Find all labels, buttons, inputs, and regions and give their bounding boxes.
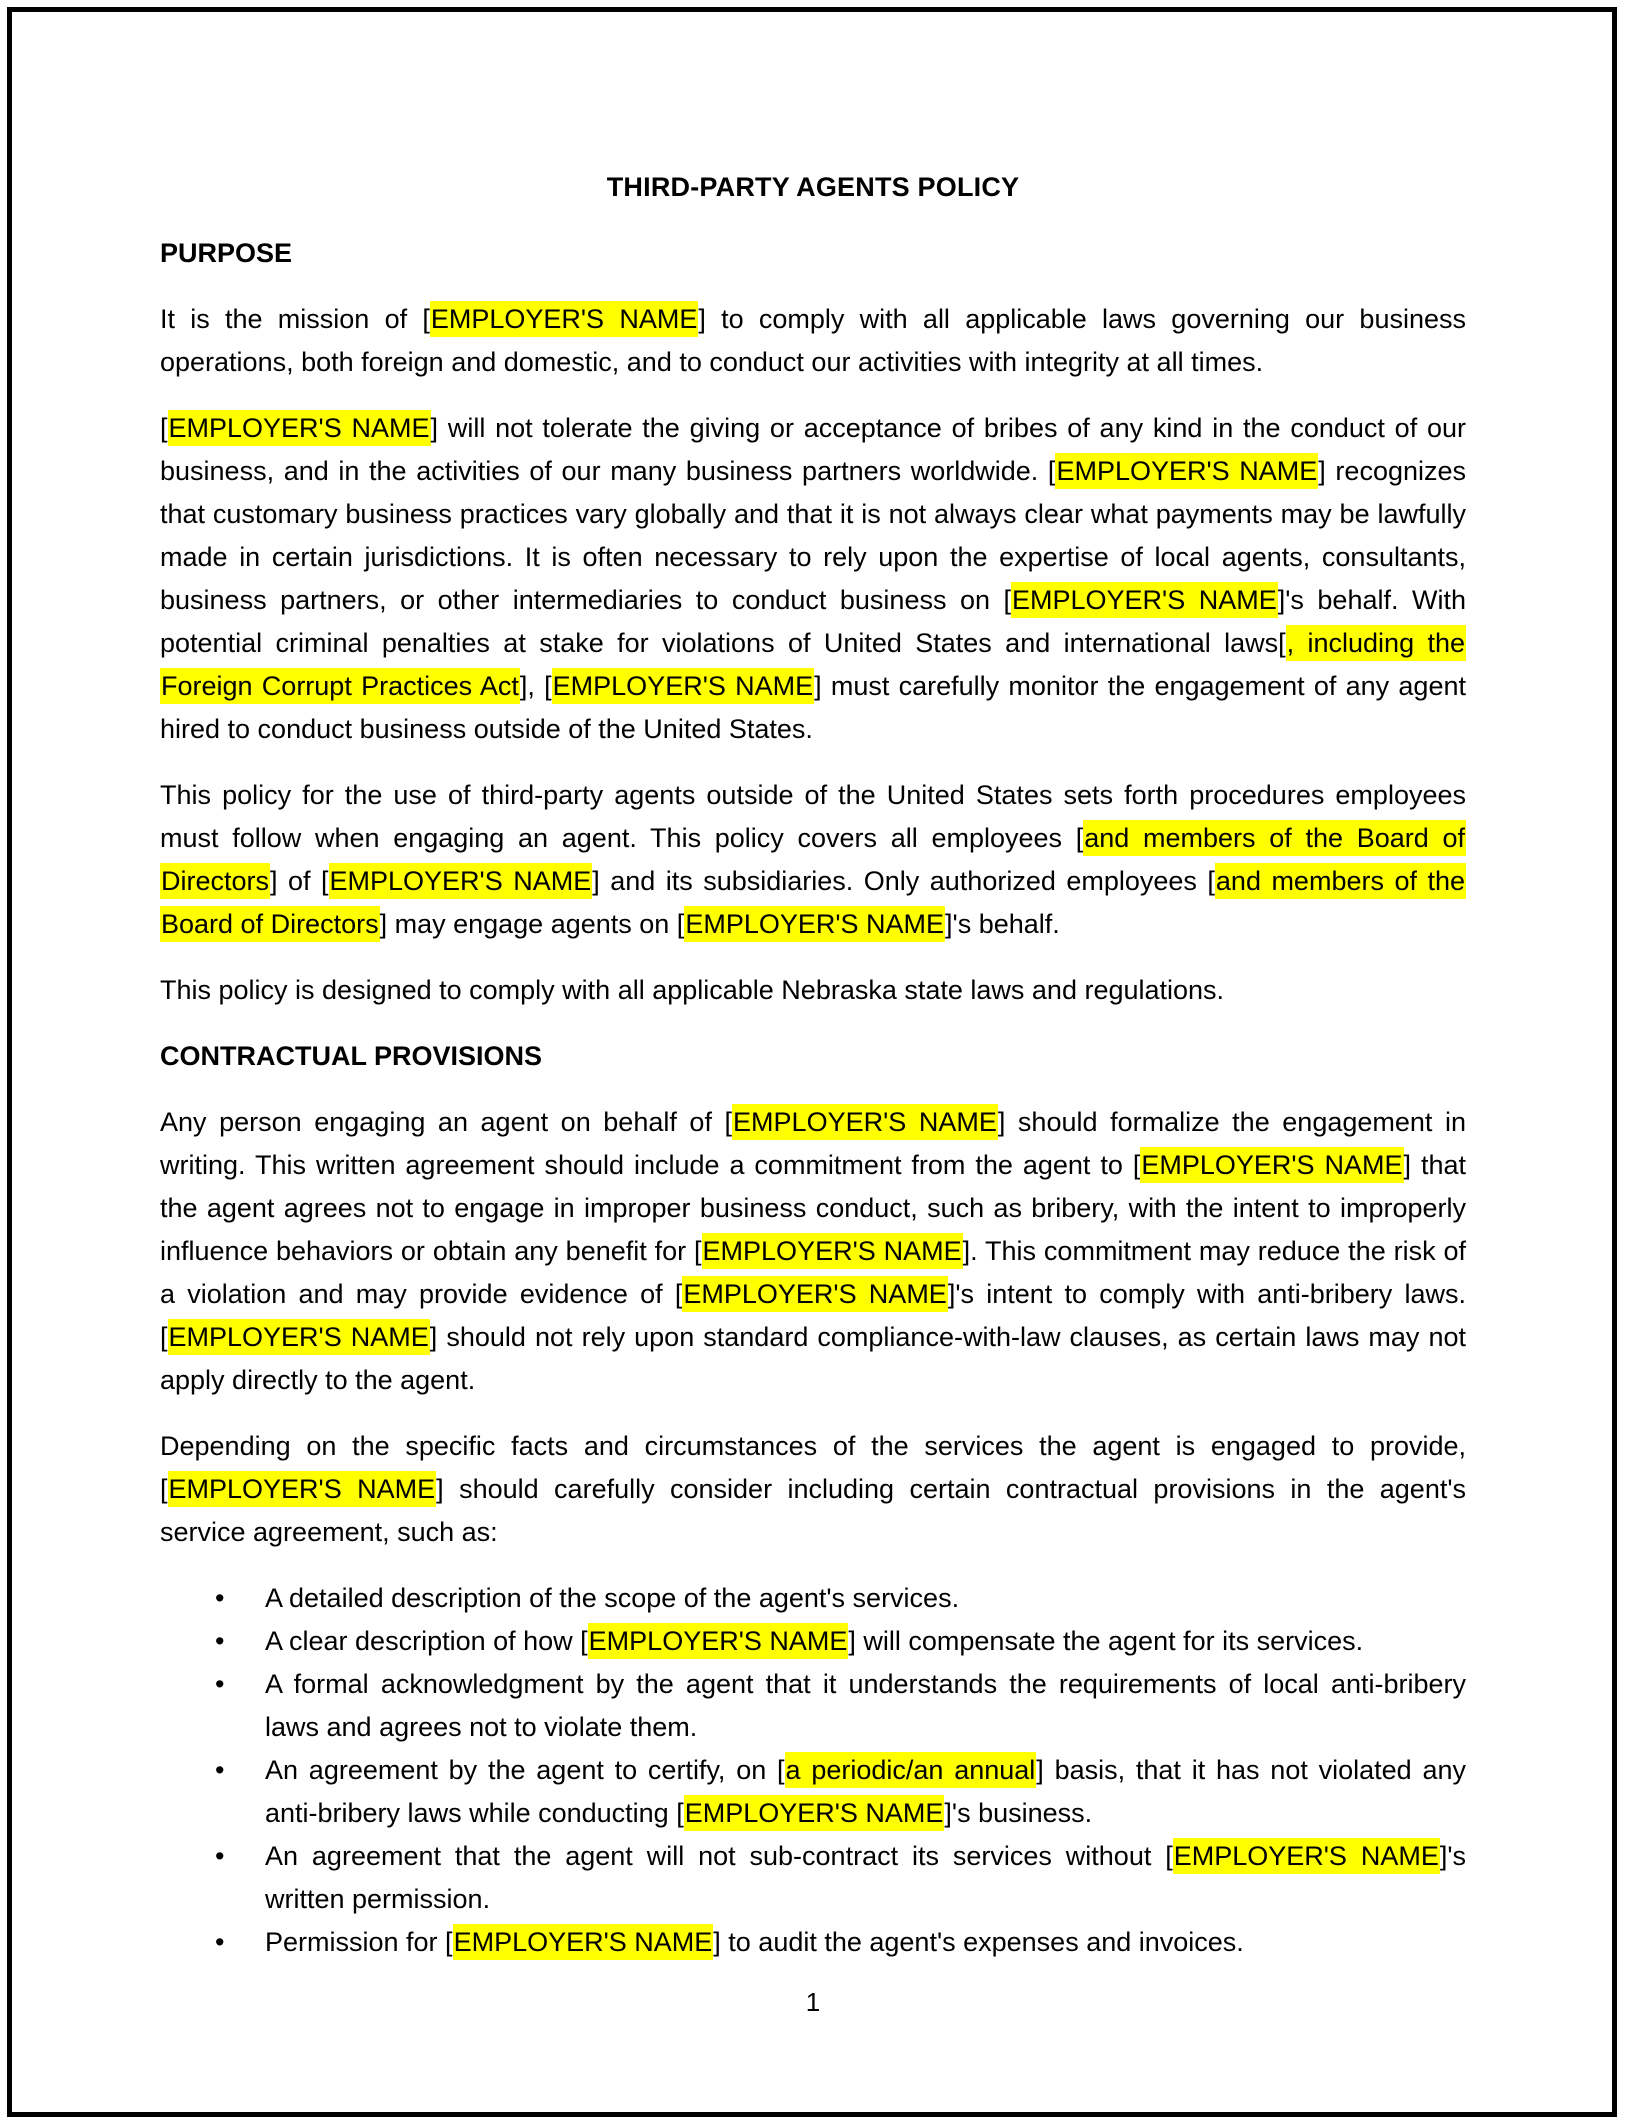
text-run: A formal acknowledgment by the agent that it understands the requirements of local anti-bribery laws and agrees not to violate them.	[265, 1669, 1466, 1742]
text-run: ] may engage agents on [	[379, 909, 685, 939]
paragraph-policy-scope	[160, 774, 1466, 946]
text-run: It is the mission of [	[160, 304, 430, 334]
text-run: This policy is designed to comply with all applicable Nebraska state laws and regulations.	[160, 975, 1225, 1005]
text-run: ]'s behalf. With potential criminal penalties at stake for violations of United States and international laws[	[160, 585, 1466, 658]
highlighted-placeholder: and members of the Board of Directors	[160, 820, 1466, 899]
text-run: ] recognizes that customary business practices vary globally and that it is not always clear what payments may be lawfully made in certain jurisdictions. It is often necessary to rely upon the expertise of local agents, consultants, business partners, or other intermediaries to conduct business on [	[160, 456, 1467, 615]
section-heading-purpose: PURPOSE	[160, 238, 293, 268]
text-run: ] should carefully consider including certain contractual provisions in the agent's service agreement, such as:	[160, 1474, 1467, 1547]
highlighted-placeholder: EMPLOYER'S NAME	[684, 1795, 945, 1831]
highlighted-placeholder: EMPLOYER'S NAME	[732, 1104, 998, 1140]
bullet-list	[160, 1577, 1466, 1964]
text-run: ] should formalize the engagement in writing. This written agreement should include a commitment from the agent to [	[160, 1107, 1466, 1180]
text-run: ], [	[519, 671, 552, 701]
text-run: An agreement by the agent to certify, on [	[265, 1755, 785, 1785]
highlighted-placeholder: EMPLOYER'S NAME	[552, 668, 814, 704]
text-run: ]'s behalf.	[945, 909, 1060, 939]
list-item-compensation	[160, 1620, 1466, 1663]
highlighted-placeholder: EMPLOYER'S NAME	[1011, 582, 1278, 618]
paragraph-no-tolerance	[160, 407, 1466, 751]
text-run: ] will compensate the agent for its services.	[848, 1626, 1364, 1656]
text-run: This policy for the use of third-party agents outside of the United States sets forth procedures employees must follow when engaging an agent. This policy covers all employees [	[160, 780, 1466, 853]
text-run: Depending on the specific facts and circumstances of the services the agent is engaged to provide, [	[160, 1431, 1466, 1504]
section-heading-contractual-provisions: CONTRACTUAL PROVISIONS	[160, 1041, 543, 1071]
highlighted-placeholder: EMPLOYER'S NAME	[684, 906, 945, 942]
text-run: ] will not tolerate the giving or acceptance of bribes of any kind in the conduct of our business, and in the activities of our many business partners worldwide. [	[160, 413, 1467, 486]
paragraph-formalize-engagement	[160, 1101, 1466, 1402]
text-run: A detailed description of the scope of the agent's services.	[265, 1583, 960, 1613]
text-run: ]'s business.	[944, 1798, 1093, 1828]
text-run: Permission for [	[265, 1927, 453, 1957]
highlighted-placeholder: EMPLOYER'S NAME	[588, 1623, 849, 1659]
highlighted-placeholder: EMPLOYER'S NAME	[1173, 1838, 1440, 1874]
page-content	[160, 0, 1466, 2126]
paragraph-contractual-intro	[160, 1425, 1466, 1554]
highlighted-placeholder: EMPLOYER'S NAME	[453, 1924, 714, 1960]
highlighted-placeholder: EMPLOYER'S NAME	[1140, 1147, 1403, 1183]
highlighted-placeholder: a periodic/an annual	[785, 1752, 1037, 1788]
text-run: Any person engaging an agent on behalf of [	[160, 1107, 733, 1137]
text-run: ] of [	[270, 866, 329, 896]
highlighted-placeholder: EMPLOYER'S NAME	[168, 410, 431, 446]
text-run: ] and its subsidiaries. Only authorized employees [	[592, 866, 1215, 896]
text-run: ] to comply with all applicable laws governing our business operations, both foreign and domestic, and to conduct our activities with integrity at all times.	[160, 304, 1466, 377]
list-item-scope	[160, 1577, 1466, 1620]
text-run: An agreement that the agent will not sub-contract its services without [	[265, 1841, 1173, 1871]
text-run: ]. This commitment may reduce the risk of a violation and may provide evidence of [	[160, 1236, 1466, 1309]
text-run: A clear description of how [	[265, 1626, 588, 1656]
list-item-subcontract	[160, 1835, 1466, 1921]
highlighted-placeholder: EMPLOYER'S NAME	[329, 863, 593, 899]
text-run: ] to audit the agent's expenses and invoices.	[713, 1927, 1244, 1957]
highlighted-placeholder: and members of the Board of Directors	[160, 863, 1466, 942]
list-item-certification	[160, 1749, 1466, 1835]
text-run: ] basis, that it has not violated any anti-bribery laws while conducting [	[265, 1755, 1466, 1828]
text-run: [	[160, 413, 168, 443]
paragraph-mission	[160, 298, 1466, 384]
highlighted-placeholder: EMPLOYER'S NAME	[168, 1319, 430, 1355]
list-item-audit	[160, 1921, 1466, 1964]
document-title: THIRD-PARTY AGENTS POLICY	[606, 172, 1020, 202]
highlighted-placeholder: EMPLOYER'S NAME	[168, 1471, 437, 1507]
highlighted-placeholder: EMPLOYER'S NAME	[682, 1276, 947, 1312]
highlighted-placeholder: EMPLOYER'S NAME	[430, 301, 698, 337]
highlighted-placeholder: EMPLOYER'S NAME	[702, 1233, 963, 1269]
text-run: ] must carefully monitor the engagement of any agent hired to conduct business outside of the United States.	[160, 671, 1466, 744]
page-number: 1	[805, 1987, 821, 2017]
list-item-acknowledgment	[160, 1663, 1466, 1749]
text-run: ] that the agent agrees not to engage in improper business conduct, such as bribery, with the intent to improperly influence behaviors or obtain any benefit for [	[160, 1150, 1467, 1266]
text-run: ] should not rely upon standard compliance-with-law clauses, as certain laws may not apply directly to the agent.	[160, 1322, 1467, 1395]
highlighted-placeholder: EMPLOYER'S NAME	[1055, 453, 1318, 489]
paragraph-state-law	[160, 969, 1466, 1012]
highlighted-placeholder: , including the Foreign Corrupt Practices Act	[160, 625, 1466, 704]
text-run: ]'s intent to comply with anti-bribery laws. [	[160, 1279, 1467, 1352]
text-run: ]'s written permission.	[265, 1841, 1466, 1914]
